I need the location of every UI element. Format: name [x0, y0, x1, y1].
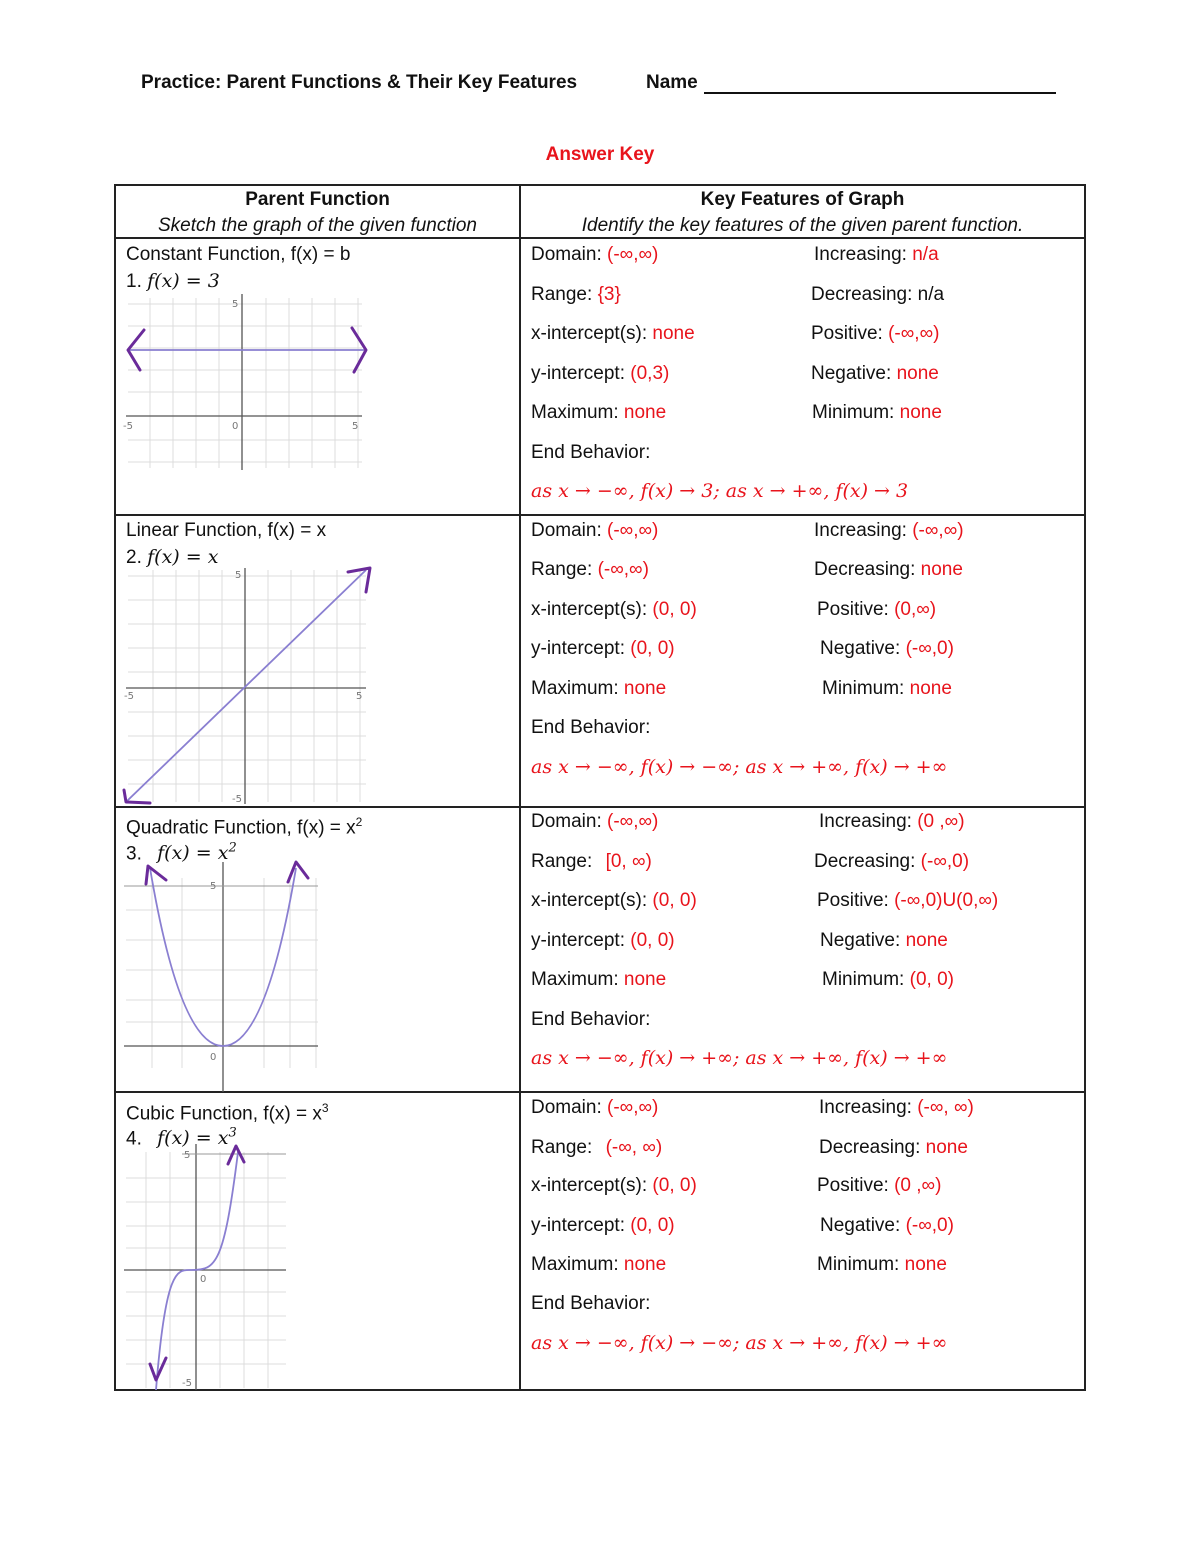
row2-function-curve [126, 570, 366, 802]
row1-increasing: Increasing: n/a [814, 244, 939, 265]
row1-graph [120, 294, 370, 472]
name-blank-line[interactable] [704, 74, 1056, 94]
right-column-header [521, 187, 1084, 239]
row2-tick-top: 5 [235, 570, 242, 581]
worksheet-title: Practice: Parent Functions & Their Key Features [141, 72, 578, 93]
row2-formula: f(x) = x [147, 546, 219, 568]
row3-end-behavior-label: End Behavior: [531, 1009, 651, 1030]
row2-increasing: Increasing: (-∞,∞) [814, 520, 964, 541]
row4-minimum: Minimum: none [817, 1254, 947, 1275]
row1-tick-left: -5 [123, 421, 133, 432]
row1-domain: Domain: (-∞,∞) [531, 244, 659, 265]
row4-tick-origin: 0 [200, 1274, 207, 1285]
row4-range: Range: (-∞, ∞) [531, 1137, 663, 1158]
row1-formula: f(x) = 3 [147, 270, 220, 292]
row1-end-behavior: as x → −∞, f(x) → 3; as x → +∞, f(x) → 3 [531, 480, 909, 502]
row1-positive: Positive: (-∞,∞) [811, 323, 940, 344]
row3-negative: Negative: none [820, 930, 948, 951]
row4-x-intercept: x-intercept(s): (0, 0) [531, 1175, 697, 1196]
row2-right-arrow [348, 568, 370, 592]
row2-x-intercept: x-intercept(s): (0, 0) [531, 599, 697, 620]
name-label: Name [646, 72, 698, 93]
row1-maximum: Maximum: none [531, 402, 667, 423]
right-column-subtitle: Identify the key features of the given parent function. [581, 215, 1024, 236]
row3-maximum: Maximum: none [531, 969, 667, 990]
row3-positive: Positive: (-∞,0)U(0,∞) [817, 890, 999, 911]
row1-end-behavior-label: End Behavior: [531, 442, 651, 463]
row4-decreasing: Decreasing: none [819, 1137, 968, 1158]
row1-minimum: Minimum: none [812, 402, 942, 423]
row2-tick-right: 5 [356, 691, 363, 702]
row2-graph [120, 566, 372, 806]
column-divider [519, 184, 521, 1391]
row4-tick-bottom: -5 [182, 1378, 192, 1389]
row4-y-intercept: y-intercept: (0, 0) [531, 1215, 675, 1236]
row2-range: Range: (-∞,∞) [531, 559, 649, 580]
row2-maximum: Maximum: none [531, 678, 667, 699]
row1-tick-origin: 0 [232, 421, 239, 432]
row2-decreasing: Decreasing: none [814, 559, 963, 580]
row1-y-intercept: y-intercept: (0,3) [531, 363, 670, 384]
row3-tick-origin: 0 [210, 1052, 217, 1063]
row2-tick-left: -5 [124, 691, 134, 702]
row2-minimum: Minimum: none [822, 678, 952, 699]
left-column-header [116, 187, 519, 239]
row1-negative: Negative: none [811, 363, 939, 384]
row4-positive: Positive: (0 ,∞) [817, 1175, 942, 1196]
row2-y-intercept: y-intercept: (0, 0) [531, 638, 675, 659]
row3-graph [120, 858, 322, 1092]
row3-family: Quadratic Function, $f(x) = x^2$ [126, 815, 363, 839]
row3-end-behavior: as x → −∞, f(x) → +∞; as x → +∞, f(x) → +∞ [531, 1047, 948, 1069]
row1-tick-right: 5 [352, 421, 359, 432]
row3-minimum: Minimum: (0, 0) [822, 969, 954, 990]
row-divider-1 [114, 514, 1086, 516]
row1-function [126, 270, 220, 293]
row1-x-intercept: x-intercept(s): none [531, 323, 695, 344]
left-column-subtitle: Sketch the graph of the given function [158, 215, 477, 236]
row4-end-behavior-label: End Behavior: [531, 1293, 651, 1314]
row2-family: Linear Function, f(x) = x [126, 520, 327, 541]
row3-range: Range: [0, ∞) [531, 851, 652, 872]
row3-tick-top: 5 [210, 881, 217, 892]
row3-y-intercept: y-intercept: (0, 0) [531, 930, 675, 951]
row3-increasing: Increasing: (0 ,∞) [819, 811, 965, 832]
row4-graph [120, 1144, 292, 1390]
row3-decreasing: Decreasing: (-∞,0) [814, 851, 970, 872]
row1-range: Range: {3} [531, 284, 621, 305]
row1-tick-top: 5 [232, 299, 239, 310]
left-column-title: Parent Function [245, 189, 390, 210]
row2-end-behavior: as x → −∞, f(x) → −∞; as x → +∞, f(x) → +∞ [531, 756, 948, 778]
row4-domain: Domain: (-∞,∞) [531, 1097, 659, 1118]
row1-decreasing: Decreasing: n/a [811, 284, 945, 305]
row4-formula: $f(x) = x^3$ [157, 1126, 237, 1150]
name-field [646, 72, 1056, 94]
row3-number: 3. [126, 843, 142, 865]
row4-negative: Negative: (-∞,0) [820, 1215, 954, 1236]
row1-family: Constant Function, f(x) = b [126, 244, 351, 265]
row4-tick-top: 5 [184, 1150, 191, 1161]
row3-domain: Domain: (-∞,∞) [531, 811, 659, 832]
row2-number: 2. [126, 547, 142, 568]
row2-end-behavior-label: End Behavior: [531, 717, 651, 738]
row3-right-arrow [288, 862, 308, 882]
row4-increasing: Increasing: (-∞, ∞) [819, 1097, 974, 1118]
row4-number: 4. [126, 1128, 142, 1150]
row2-positive: Positive: (0,∞) [817, 599, 937, 620]
row2-domain: Domain: (-∞,∞) [531, 520, 659, 541]
row1-gridlines [128, 298, 362, 468]
row1-number: 1. [126, 271, 142, 292]
row4-end-behavior: as x → −∞, f(x) → −∞; as x → +∞, f(x) → +∞ [531, 1332, 948, 1354]
row-divider-2 [114, 806, 1086, 808]
row3-x-intercept: x-intercept(s): (0, 0) [531, 890, 697, 911]
answer-key-heading: Answer Key [545, 144, 655, 165]
row2-negative: Negative: (-∞,0) [820, 638, 954, 659]
row2-tick-bottom: -5 [232, 794, 242, 805]
row4-family: Cubic Function, $f(x) = x^3$ [126, 1101, 329, 1125]
right-column-title: Key Features of Graph [700, 189, 905, 210]
row3-left-arrow [146, 866, 166, 884]
row4-maximum: Maximum: none [531, 1254, 667, 1275]
row4-function-curve [156, 1152, 238, 1390]
row3-formula: $f(x) = x^2$ [157, 841, 237, 865]
